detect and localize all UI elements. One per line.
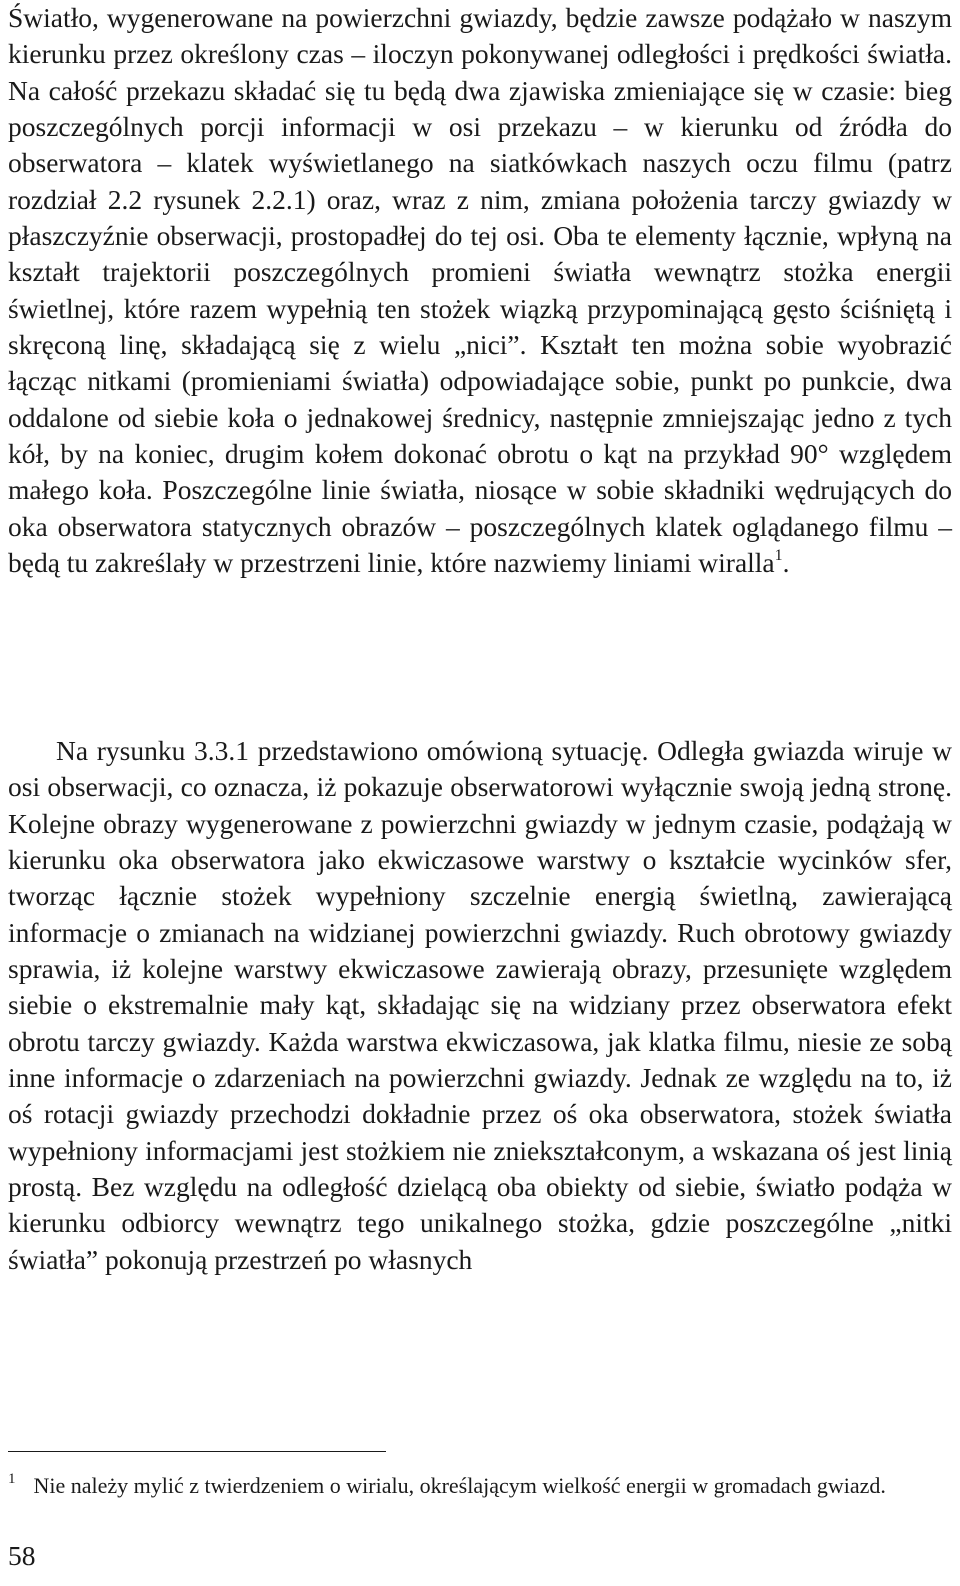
footnote	[8, 1469, 952, 1502]
paragraph-1	[8, 0, 952, 582]
paragraph-1-end: .	[782, 547, 790, 579]
page-number: 58	[8, 1540, 36, 1571]
paragraph-2: Na rysunku 3.3.1 przedstawiono omówioną sytuację. Odległa gwiazda wiruje w osi obserwacji, co oznacza, iż pokazuje obserwatorowi wyłącznie swoją jedną stronę. Kolejne obrazy wygenerowane z powierzchni gwiazdy w jednym czasie, podążają w kierunku oka obserwatora jako ekwiczasowe warstwy o kształcie wycinków sfer, tworząc łącznie stożek wypełniony szczelnie energią świetlną, zawierającą informacje o zmianach na widzianej powierzchni gwiazdy. Ruch obrotowy gwiazdy sprawia, iż kolejne warstwy ekwiczasowe zawierają obrazy, przesunięte względem siebie o ekstremalnie mały kąt, składając się na widziany przez obserwatora efekt obrotu tarczy gwiazdy. Każda warstwa ekwiczasowa, jak klatka filmu, niesie ze sobą inne informacje o zdarzeniach na powierzchni gwiazdy. Jednak ze względu na to, iż oś rotacji gwiazdy przechodzi dokładnie przez oś oka obserwatora, stożek światła wypełniony informacjami jest stożkiem nie zniekształconym, a wskazana oś jest linią prostą. Bez względu na odległość dzielącą oba obiekty od siebie, światło podąża w kierunku odbiorcy wewnątrz tego unikalnego stożka, gdzie poszczególne „nitki światła” pokonują przestrzeń po własnych	[8, 735, 952, 1275]
paragraph-1-text: Światło, wygenerowane na powierzchni gwiazdy, będzie zawsze podążało w naszym kierunku przez określony czas – iloczyn pokonywanej odległości i prędkości światła. Na całość przekazu składać się tu będą dwa zjawiska zmieniające się w czasie: bieg poszczególnych porcji informacji w osi przekazu – w kierunku od źródła do obserwatora – klatek wyświetlanego na siatkówkach naszych oczu filmu (patrz rozdział 2.2 rysunek 2.2.1) oraz, wraz z nim, zmiana położenia tarczy gwiazdy w płaszczyźnie obserwacji, prostopadłej do tej osi. Oba te elementy łącznie, wpłyną na kształt trajektorii poszczególnych promieni światła wewnątrz stożka energii świetlnej, które razem wypełnią ten stożek wiązką przypominającą gęsto ściśniętą i skręconą linę, składającą się z wielu „nici”. Kształt ten można sobie wyobrazić łącząc nitkami (promieniami światła) odpowiadające sobie, punkt po punkcie, dwa oddalone od siebie koła o jednakowej średnicy, następnie zmniejszając jedno z tych kół, by na koniec, drugim kołem dokonać obrotu o kąt na przykład 90° względem małego koła. Poszczególne linie światła, niosące w sobie składniki wędrujących do oka obserwatora statycznych obrazów – poszczególnych klatek oglądanego filmu – będą tu zakreślały w przestrzeni linie, które nazwiemy liniami wiralla	[8, 2, 952, 579]
footnote-separator	[8, 1451, 386, 1452]
footnote-text: Nie należy mylić z twierdzeniem o wirialu, określającym wielkość energii w gromadach gwiazd.	[33, 1473, 886, 1498]
footnote-marker: 1	[8, 1471, 16, 1487]
footnote-reference[interactable]: 1	[774, 547, 783, 565]
